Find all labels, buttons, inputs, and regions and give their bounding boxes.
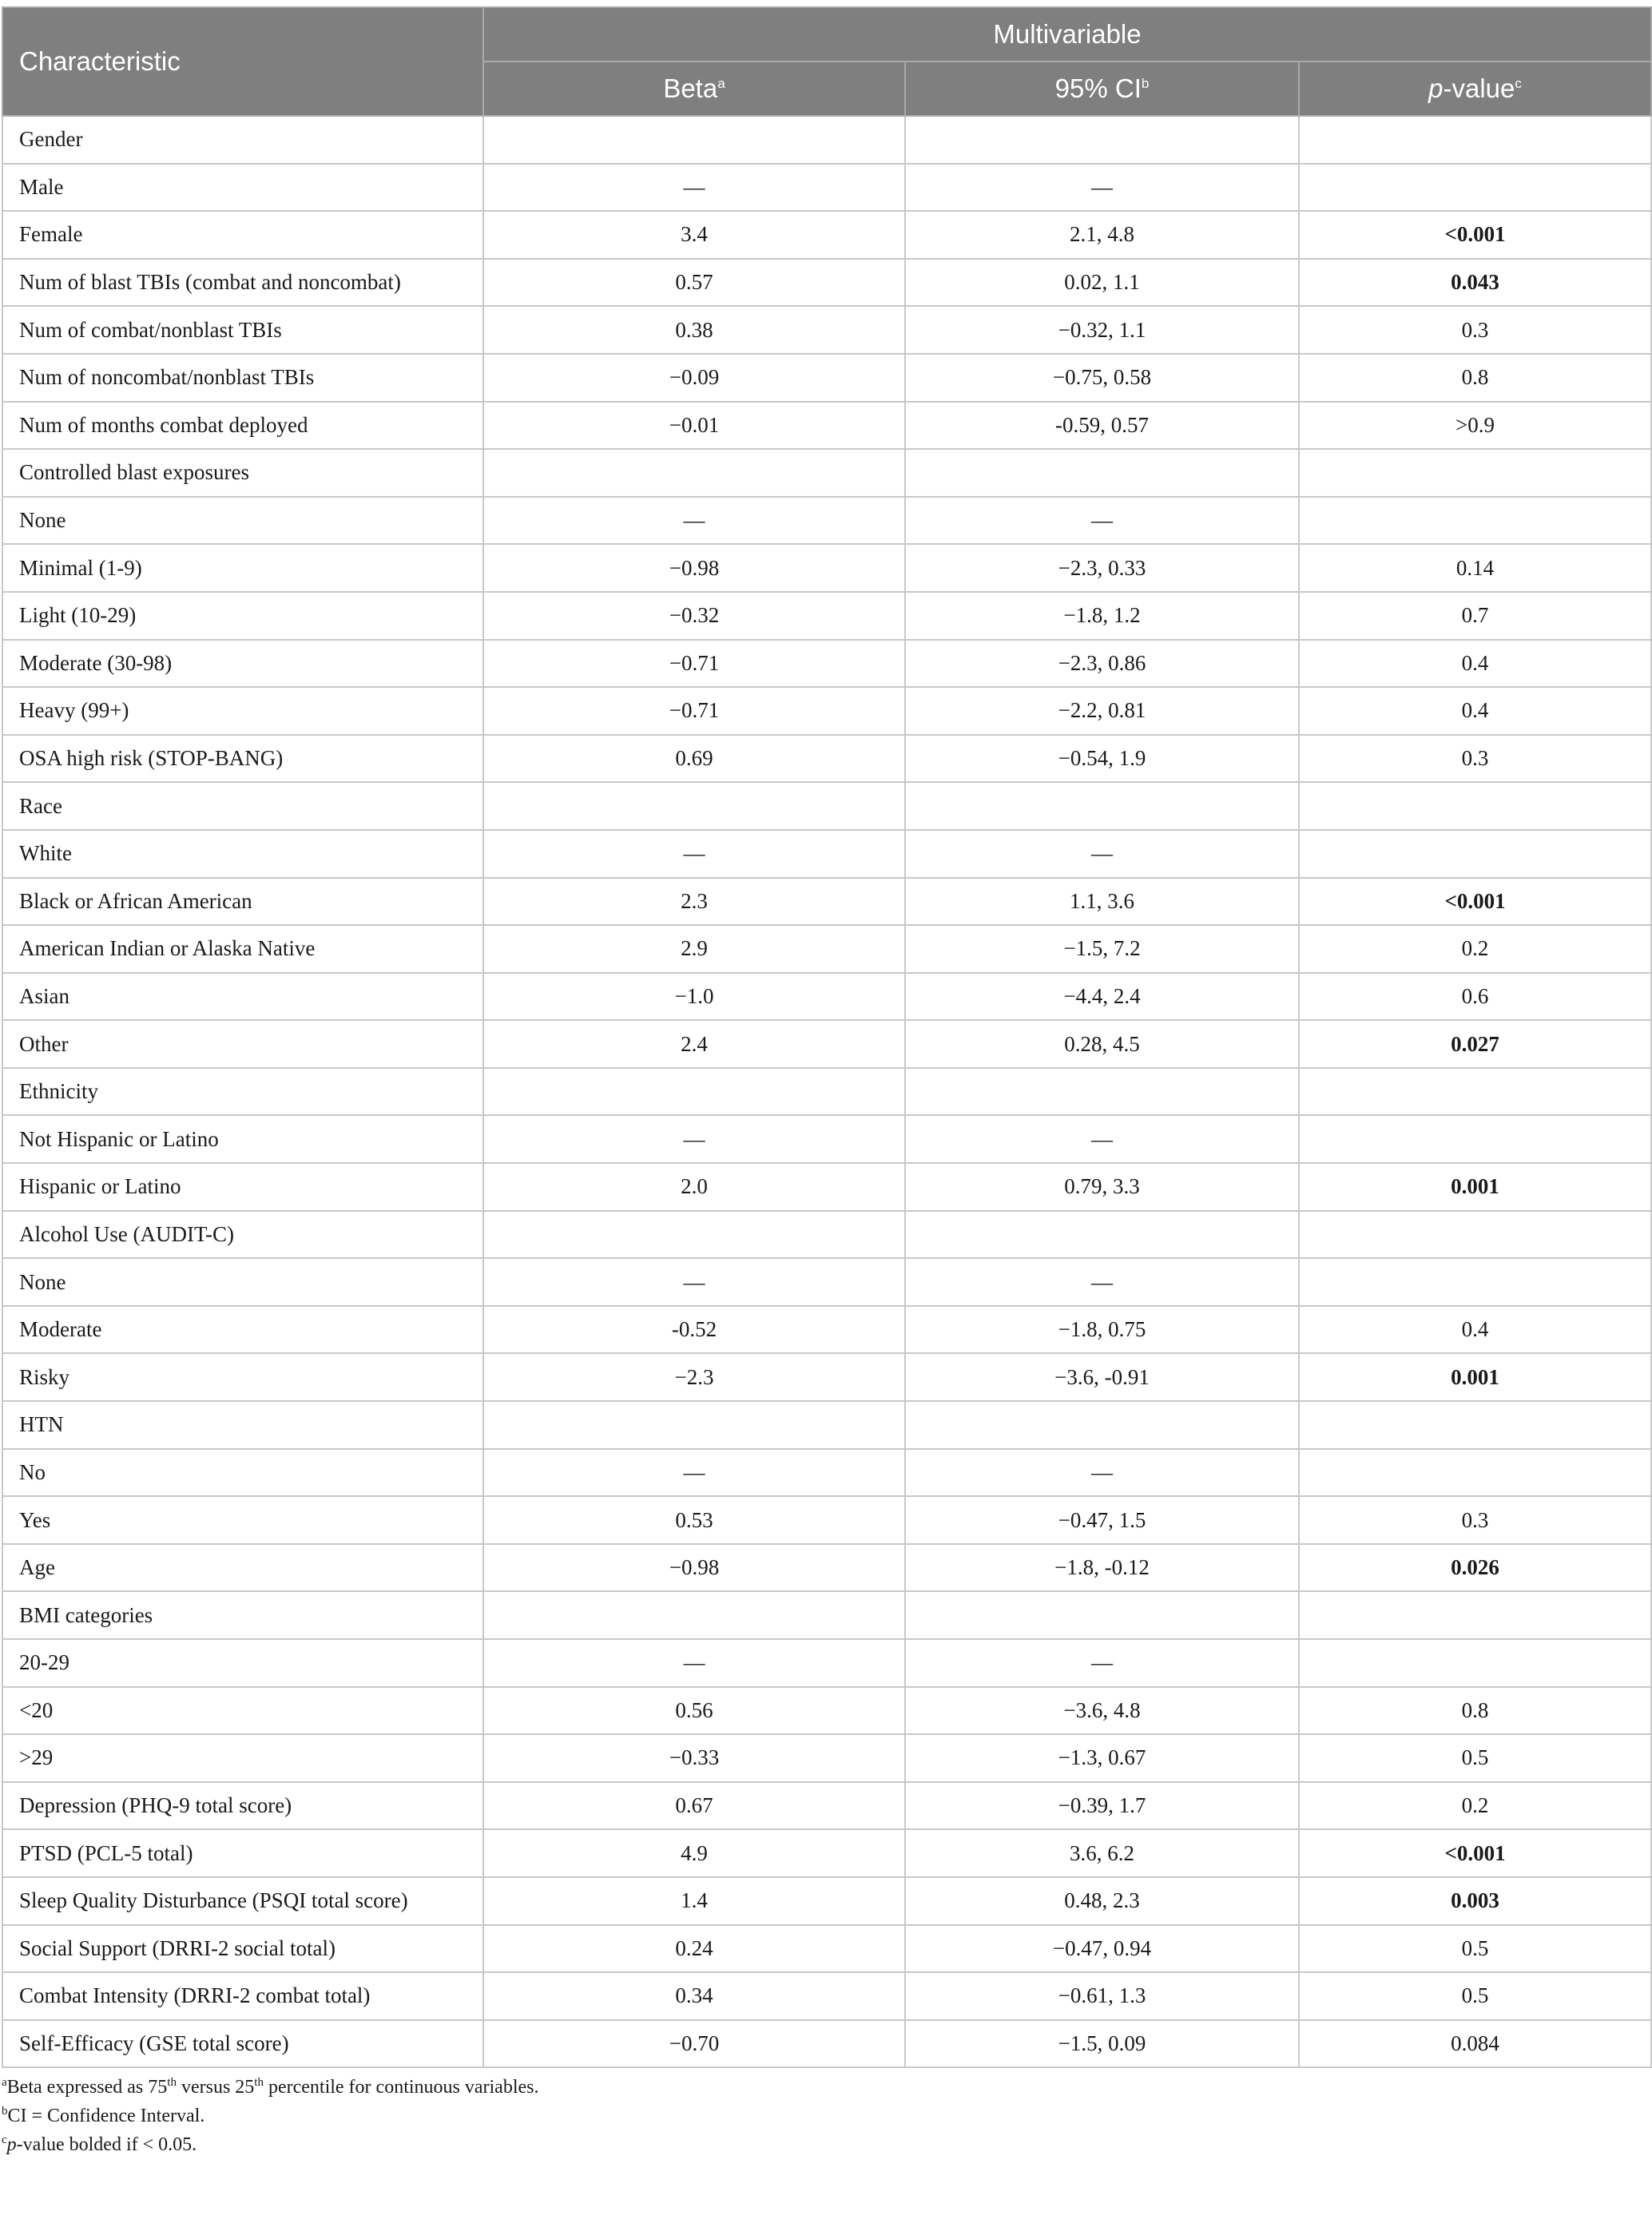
footnote-c: $^c$p-value bolded if < 0.05. <box>2 2134 197 2155</box>
ci-cell: −2.2, 0.81 <box>905 687 1299 735</box>
beta-cell: — <box>483 1639 905 1687</box>
ci-column-header: 95% $CI^b$ <box>905 62 1299 116</box>
characteristic-cell: Depression (PHQ-9 total score) <box>2 1782 483 1830</box>
table-row <box>2 1544 1651 1592</box>
characteristic-cell: American Indian or Alaska Native <box>2 925 483 973</box>
characteristic-cell: Num of combat/nonblast TBIs <box>2 306 483 354</box>
characteristic-cell: 20-29 <box>2 1639 483 1687</box>
table-row <box>2 1734 1651 1782</box>
ci-cell: 3.6, 6.2 <box>905 1829 1299 1877</box>
characteristic-cell: BMI categories <box>2 1591 483 1639</box>
table-row <box>2 1829 1651 1877</box>
characteristic-cell: Controlled blast exposures <box>2 449 483 497</box>
p-value-cell: 0.2 <box>1299 1782 1651 1830</box>
beta-cell <box>483 1401 905 1449</box>
ci-cell: — <box>905 164 1299 212</box>
table-row <box>2 1163 1651 1211</box>
beta-cell: 0.38 <box>483 306 905 354</box>
p-value-cell: <0.001 <box>1299 878 1651 926</box>
characteristic-cell: PTSD (PCL-5 total) <box>2 1829 483 1877</box>
beta-cell: −0.71 <box>483 687 905 735</box>
table-row <box>2 735 1651 783</box>
p-value-cell: 0.8 <box>1299 354 1651 402</box>
characteristic-cell: None <box>2 1258 483 1306</box>
beta-column-header: Beta$^a$ <box>483 62 905 116</box>
table-row <box>2 497 1651 545</box>
characteristic-cell: Combat Intensity (DRRI-2 combat total) <box>2 1972 483 2020</box>
p-value-cell <box>1299 1211 1651 1259</box>
table-row <box>2 259 1651 307</box>
beta-cell <box>483 1591 905 1639</box>
characteristic-cell: Sleep Quality Disturbance (PSQI total score) <box>2 1877 483 1925</box>
table-row <box>2 592 1651 640</box>
table-row <box>2 1687 1651 1735</box>
characteristic-cell: Social Support (DRRI-2 social total) <box>2 1925 483 1973</box>
characteristic-cell: Ethnicity <box>2 1068 483 1116</box>
p-value-cell <box>1299 1068 1651 1116</box>
ci-cell: −2.3, 0.86 <box>905 640 1299 688</box>
characteristic-cell: HTN <box>2 1401 483 1449</box>
table-row <box>2 1972 1651 2020</box>
ci-cell <box>905 1211 1299 1259</box>
p-value-cell <box>1299 1258 1651 1306</box>
table-row <box>2 878 1651 926</box>
table-row <box>2 2020 1651 2068</box>
table-row <box>2 1353 1651 1401</box>
beta-cell <box>483 449 905 497</box>
characteristic-cell: Age <box>2 1544 483 1592</box>
p-value-cell <box>1299 830 1651 878</box>
ci-cell: — <box>905 497 1299 545</box>
characteristic-cell: Risky <box>2 1353 483 1401</box>
beta-cell: — <box>483 1449 905 1497</box>
table-row <box>2 1020 1651 1068</box>
characteristic-cell: Asian <box>2 973 483 1021</box>
p-value-cell: <0.001 <box>1299 1829 1651 1877</box>
ci-cell: −0.39, 1.7 <box>905 1782 1299 1830</box>
ci-cell <box>905 782 1299 830</box>
p-value-cell <box>1299 1449 1651 1497</box>
table-row <box>2 925 1651 973</box>
ci-cell: −0.32, 1.1 <box>905 306 1299 354</box>
ci-cell: −1.8, -0.12 <box>905 1544 1299 1592</box>
table-row <box>2 1211 1651 1259</box>
ci-cell <box>905 1068 1299 1116</box>
characteristic-cell: >29 <box>2 1734 483 1782</box>
p-value-cell <box>1299 1591 1651 1639</box>
beta-cell <box>483 1211 905 1259</box>
beta-cell: 0.57 <box>483 259 905 307</box>
table-row <box>2 1496 1651 1544</box>
p-value-cell: 0.043 <box>1299 259 1651 307</box>
characteristic-cell: OSA high risk (STOP-BANG) <box>2 735 483 783</box>
p-value-cell: 0.027 <box>1299 1020 1651 1068</box>
table-row <box>2 1449 1651 1497</box>
ci-cell <box>905 1401 1299 1449</box>
characteristic-cell: Hispanic or Latino <box>2 1163 483 1211</box>
ci-cell: 2.1, 4.8 <box>905 211 1299 259</box>
characteristic-cell: Other <box>2 1020 483 1068</box>
ci-cell: −0.47, 0.94 <box>905 1925 1299 1973</box>
characteristic-cell: Male <box>2 164 483 212</box>
table-row <box>2 1782 1651 1830</box>
ci-cell: — <box>905 830 1299 878</box>
ci-cell: 0.48, 2.3 <box>905 1877 1299 1925</box>
beta-cell: — <box>483 1258 905 1306</box>
p-value-cell: 0.8 <box>1299 1687 1651 1735</box>
beta-cell: 2.9 <box>483 925 905 973</box>
p-value-cell: 0.7 <box>1299 592 1651 640</box>
ci-cell: −0.54, 1.9 <box>905 735 1299 783</box>
table-footnotes <box>2 2073 1650 2159</box>
p-value-cell: <0.001 <box>1299 211 1651 259</box>
p-value-cell <box>1299 1401 1651 1449</box>
p-value-cell: 0.026 <box>1299 1544 1651 1592</box>
beta-cell: 0.24 <box>483 1925 905 1973</box>
characteristic-cell: Yes <box>2 1496 483 1544</box>
characteristic-cell: Num of noncombat/nonblast TBIs <box>2 354 483 402</box>
ci-cell <box>905 1591 1299 1639</box>
beta-cell: 0.67 <box>483 1782 905 1830</box>
characteristic-cell: Female <box>2 211 483 259</box>
characteristic-cell: Race <box>2 782 483 830</box>
table-row <box>2 687 1651 735</box>
ci-cell: −3.6, 4.8 <box>905 1687 1299 1735</box>
beta-cell: — <box>483 1115 905 1163</box>
beta-cell: −1.0 <box>483 973 905 1021</box>
ci-cell: −0.47, 1.5 <box>905 1496 1299 1544</box>
table-row <box>2 640 1651 688</box>
table-row <box>2 116 1651 164</box>
characteristic-cell: Gender <box>2 116 483 164</box>
p-value-cell: 0.5 <box>1299 1925 1651 1973</box>
ci-cell: 0.28, 4.5 <box>905 1020 1299 1068</box>
table-body <box>2 116 1651 2067</box>
ci-cell: — <box>905 1449 1299 1497</box>
footnote-a: $^a$Beta expressed as 75th versus 25th percentile for continuous variables. <box>2 2076 539 2098</box>
beta-cell: 2.4 <box>483 1020 905 1068</box>
regression-results-table <box>2 6 1652 2068</box>
multivariable-group-header: Multivariable <box>483 7 1651 62</box>
p-value-cell <box>1299 782 1651 830</box>
p-value-cell <box>1299 116 1651 164</box>
beta-cell <box>483 116 905 164</box>
beta-cell: −0.01 <box>483 402 905 450</box>
ci-cell: — <box>905 1258 1299 1306</box>
table-header <box>2 7 1651 116</box>
table-row <box>2 1877 1651 1925</box>
beta-cell: −0.09 <box>483 354 905 402</box>
ci-cell: 0.79, 3.3 <box>905 1163 1299 1211</box>
beta-cell: −0.70 <box>483 2020 905 2068</box>
ci-cell <box>905 449 1299 497</box>
p-value-cell: 0.4 <box>1299 640 1651 688</box>
beta-cell: 0.69 <box>483 735 905 783</box>
characteristic-cell: Light (10-29) <box>2 592 483 640</box>
beta-cell: 0.56 <box>483 1687 905 1735</box>
characteristic-cell: White <box>2 830 483 878</box>
beta-cell: 4.9 <box>483 1829 905 1877</box>
p-value-cell: 0.3 <box>1299 1496 1651 1544</box>
beta-cell: 2.0 <box>483 1163 905 1211</box>
p-value-cell: 0.5 <box>1299 1972 1651 2020</box>
p-value-cell <box>1299 164 1651 212</box>
table-row <box>2 449 1651 497</box>
p-value-cell: 0.2 <box>1299 925 1651 973</box>
beta-cell: −0.98 <box>483 1544 905 1592</box>
p-value-cell: 0.4 <box>1299 1306 1651 1354</box>
ci-cell: −1.5, 7.2 <box>905 925 1299 973</box>
beta-cell <box>483 1068 905 1116</box>
table-row <box>2 306 1651 354</box>
ci-cell: -0.59, 0.57 <box>905 402 1299 450</box>
beta-cell: −0.71 <box>483 640 905 688</box>
p-value-cell <box>1299 497 1651 545</box>
ci-cell: −0.61, 1.3 <box>905 1972 1299 2020</box>
ci-cell: — <box>905 1115 1299 1163</box>
beta-cell: −0.33 <box>483 1734 905 1782</box>
beta-cell: — <box>483 830 905 878</box>
table-row <box>2 973 1651 1021</box>
ci-cell: −1.8, 1.2 <box>905 592 1299 640</box>
beta-cell: −2.3 <box>483 1353 905 1401</box>
table-row <box>2 1306 1651 1354</box>
p-value-cell: 0.001 <box>1299 1163 1651 1211</box>
p-value-cell <box>1299 1115 1651 1163</box>
beta-cell: — <box>483 164 905 212</box>
ci-cell: 1.1, 3.6 <box>905 878 1299 926</box>
beta-cell: — <box>483 497 905 545</box>
ci-cell: −0.75, 0.58 <box>905 354 1299 402</box>
characteristic-cell: Num of blast TBIs (combat and noncombat) <box>2 259 483 307</box>
p-value-cell: 0.003 <box>1299 1877 1651 1925</box>
characteristic-column-header: Characteristic <box>2 7 483 116</box>
ci-cell <box>905 116 1299 164</box>
table-row <box>2 1068 1651 1116</box>
beta-cell: 2.3 <box>483 878 905 926</box>
ci-cell: — <box>905 1639 1299 1687</box>
ci-cell: −1.8, 0.75 <box>905 1306 1299 1354</box>
ci-cell: −1.5, 0.09 <box>905 2020 1299 2068</box>
p-value-cell: >0.9 <box>1299 402 1651 450</box>
beta-cell: -0.52 <box>483 1306 905 1354</box>
p-value-cell <box>1299 1639 1651 1687</box>
table-row <box>2 1115 1651 1163</box>
characteristic-cell: Self-Efficacy (GSE total score) <box>2 2020 483 2068</box>
characteristic-cell: Num of months combat deployed <box>2 402 483 450</box>
characteristic-cell: Black or African American <box>2 878 483 926</box>
beta-cell: −0.98 <box>483 544 905 592</box>
p-value-cell: 0.3 <box>1299 306 1651 354</box>
table-row <box>2 1401 1651 1449</box>
p-value-cell: 0.4 <box>1299 687 1651 735</box>
footnote-b: $^b$CI = Confidence Interval. <box>2 2105 205 2126</box>
ci-cell: −1.3, 0.67 <box>905 1734 1299 1782</box>
beta-cell <box>483 782 905 830</box>
table-row <box>2 211 1651 259</box>
table-row <box>2 402 1651 450</box>
p-value-cell: 0.6 <box>1299 973 1651 1021</box>
beta-cell: −0.32 <box>483 592 905 640</box>
characteristic-cell: No <box>2 1449 483 1497</box>
characteristic-cell: <20 <box>2 1687 483 1735</box>
characteristic-cell: None <box>2 497 483 545</box>
characteristic-cell: Heavy (99+) <box>2 687 483 735</box>
table-row <box>2 830 1651 878</box>
p-value-cell: 0.084 <box>1299 2020 1651 2068</box>
p-value-cell: 0.5 <box>1299 1734 1651 1782</box>
beta-cell: 0.34 <box>483 1972 905 2020</box>
characteristic-cell: Moderate <box>2 1306 483 1354</box>
table-row <box>2 1925 1651 1973</box>
beta-cell: 0.53 <box>483 1496 905 1544</box>
table-row <box>2 354 1651 402</box>
ci-cell: 0.02, 1.1 <box>905 259 1299 307</box>
ci-cell: −4.4, 2.4 <box>905 973 1299 1021</box>
table-row <box>2 1639 1651 1687</box>
beta-cell: 3.4 <box>483 211 905 259</box>
table-row <box>2 782 1651 830</box>
table-row <box>2 1258 1651 1306</box>
characteristic-cell: Minimal (1-9) <box>2 544 483 592</box>
ci-cell: −2.3, 0.33 <box>905 544 1299 592</box>
characteristic-cell: Moderate (30-98) <box>2 640 483 688</box>
ci-cell: −3.6, -0.91 <box>905 1353 1299 1401</box>
characteristic-cell: Alcohol Use (AUDIT-C) <box>2 1211 483 1259</box>
characteristic-cell: Not Hispanic or Latino <box>2 1115 483 1163</box>
table-row <box>2 544 1651 592</box>
p-value-cell <box>1299 449 1651 497</box>
beta-cell: 1.4 <box>483 1877 905 1925</box>
p-value-cell: 0.14 <box>1299 544 1651 592</box>
table-row <box>2 164 1651 212</box>
p-value-column-header: p-value$^c$ <box>1299 62 1651 116</box>
p-value-cell: 0.001 <box>1299 1353 1651 1401</box>
table-row <box>2 1591 1651 1639</box>
p-value-cell: 0.3 <box>1299 735 1651 783</box>
